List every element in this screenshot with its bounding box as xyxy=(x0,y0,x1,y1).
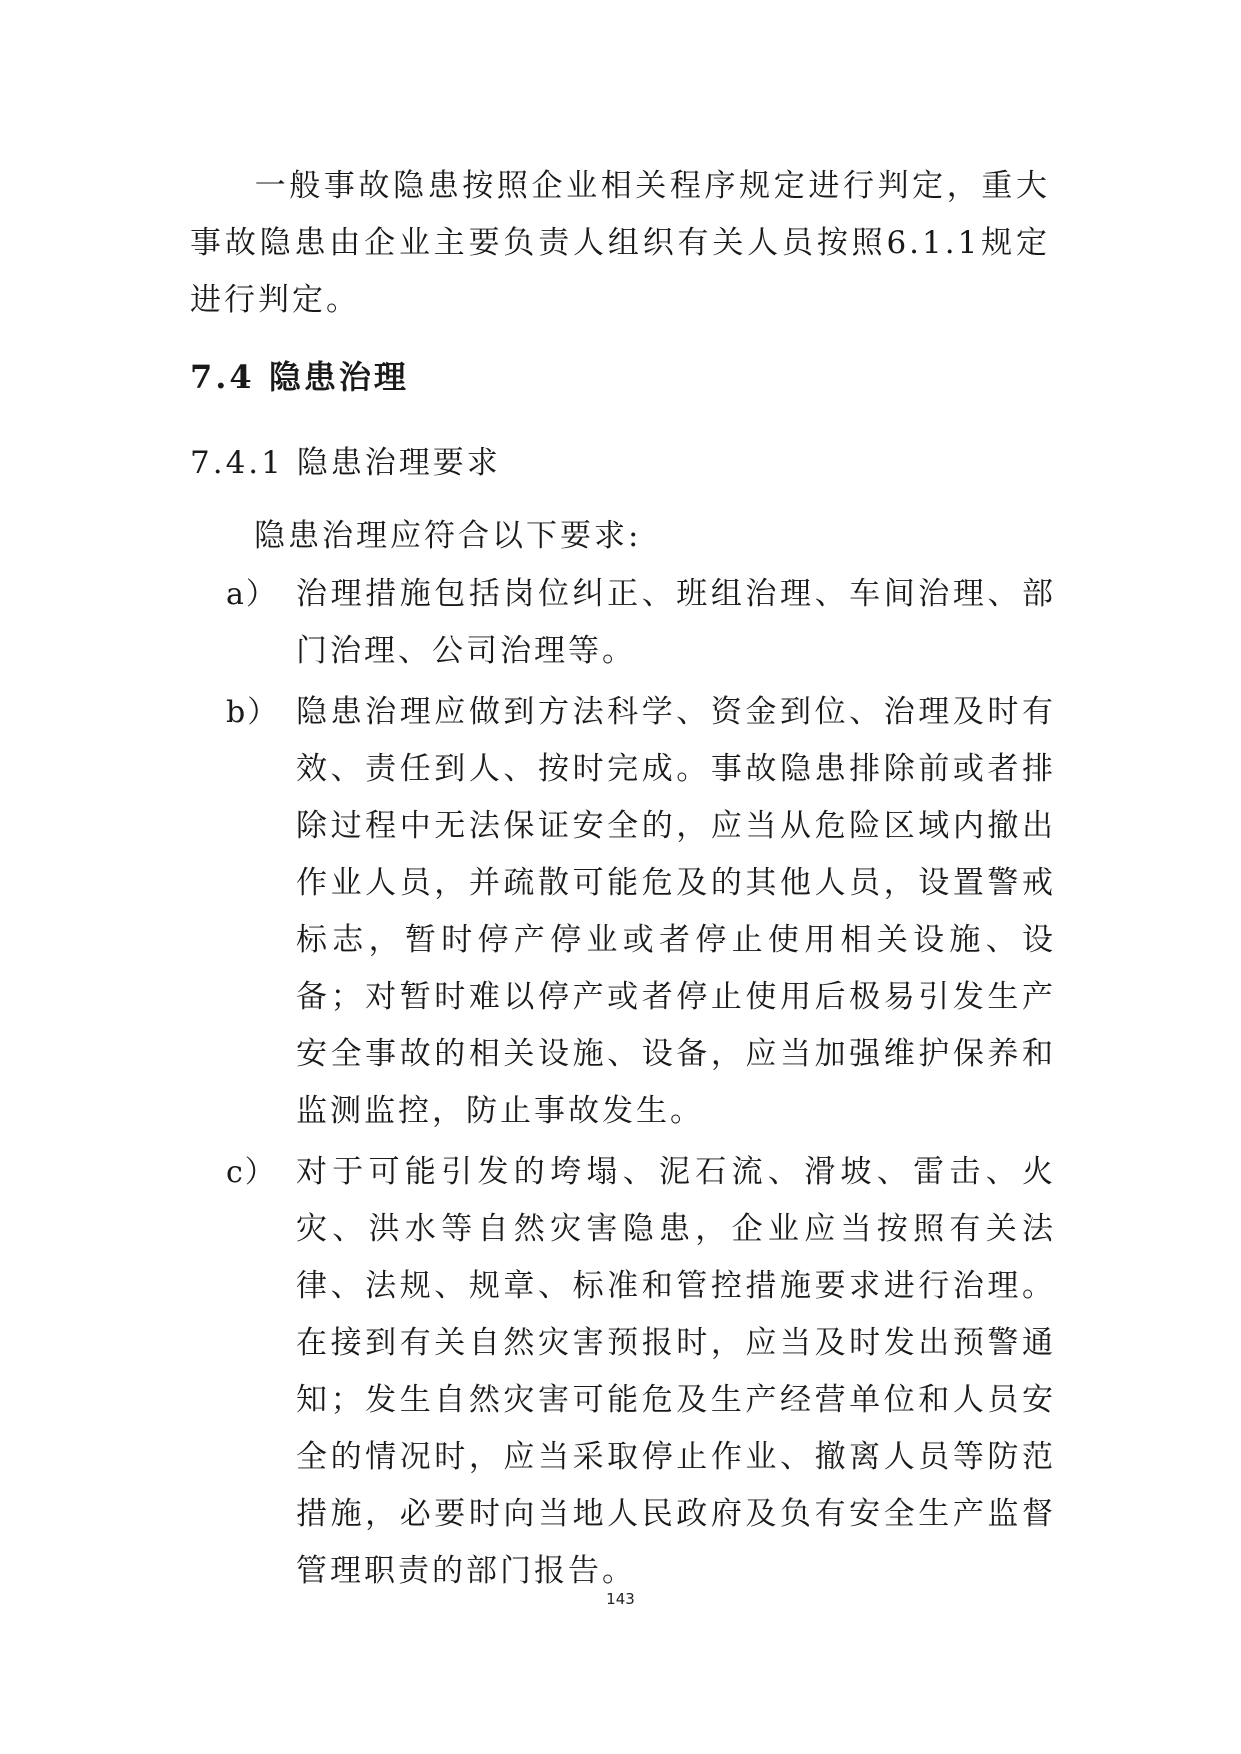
list-marker: b） xyxy=(226,695,280,730)
intro-paragraph xyxy=(190,158,1050,329)
list-item-text: 对于可能引发的垮塌、泥石流、滑坡、雷击、火灾、洪水等自然灾害隐患，企业应当按照有关法律、法规、规章、标准和管控措施要求进行治理。在接到有关自然灾害预报时，应当及时发出预警通知；发生自然灾害可能危及生产经营单位和人员安全的情况时，应当采取停止作业、撤离人员等防范措施，必要时向当地人民政府及负有安全生产监督管理职责的部门报告。 xyxy=(296,1154,1056,1589)
list-marker: c） xyxy=(226,1155,277,1190)
list-item xyxy=(226,566,1056,680)
subsection-heading: 7.4.1 隐患治理要求 xyxy=(190,445,501,481)
list-item-text: 治理措施包括岗位纠正、班组治理、车间治理、部门治理、公司治理等。 xyxy=(296,576,1056,669)
page-number: 143 xyxy=(606,1590,635,1608)
list-item-text: 隐患治理应做到方法科学、资金到位、治理及时有效、责任到人、按时完成。事故隐患排除前或者排除过程中无法保证安全的，应当从危险区域内撤出作业人员，并疏散可能危及的其他人员，设置警戒标志，暂时停产停业或者停止使用相关设施、设备；对暂时难以停产或者停止使用后极易引发生产安全事故的相关设施、设备，应当加强维护保养和监测监控，防止事故发生。 xyxy=(296,694,1056,1129)
list-item xyxy=(226,684,1056,1140)
list-marker: a） xyxy=(226,577,278,612)
requirements-list xyxy=(226,566,1056,1604)
list-item xyxy=(226,1144,1056,1600)
lead-sentence: 隐患治理应符合以下要求: xyxy=(254,518,642,554)
intro-paragraph-text: 一般事故隐患按照企业相关程序规定进行判定，重大事故隐患由企业主要负责人组织有关人员按照6.1.1规定进行判定。 xyxy=(190,168,1050,318)
section-heading: 7.4 隐患治理 xyxy=(190,358,409,396)
